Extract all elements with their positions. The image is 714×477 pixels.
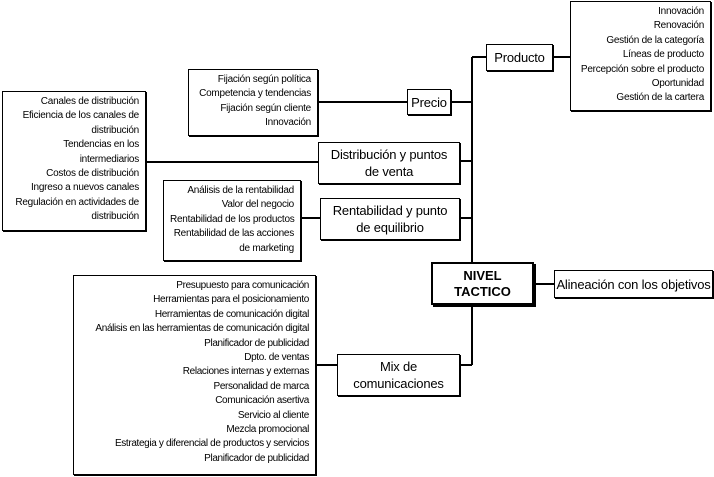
list-item: Personalidad de marca <box>213 380 309 392</box>
list-item: Rentabilidad de las acciones <box>173 228 294 240</box>
list-item: Líneas de producto <box>622 49 704 61</box>
rentabilidad-line-2: de equilibrio <box>356 220 424 235</box>
rentabilidad-node <box>320 198 460 240</box>
list-item: Competencia y tendencias <box>199 88 311 100</box>
list-item: Costos de distribución <box>46 168 139 180</box>
list-item: Planificador de publicidad <box>204 337 309 349</box>
list-item: Oportunidad <box>651 78 704 90</box>
list-item: Renovación <box>653 20 704 32</box>
list-item: Fijación según política <box>217 74 311 85</box>
list-item: Regulación en actividades de <box>15 196 139 208</box>
list-item: Fijación según cliente <box>220 102 311 114</box>
distribucion-line-2: de venta <box>364 164 414 179</box>
list-item: Análisis en las herramientas de comunicación digital <box>95 323 309 335</box>
list-item: Estrategia y diferencial de productos y servicios <box>114 438 309 450</box>
precio-node <box>407 89 451 115</box>
list-item: intermediarios <box>79 153 139 165</box>
producto-list <box>570 1 711 111</box>
list-item: distribución <box>91 124 139 136</box>
list-item: Eficiencia de los canales de <box>22 110 139 122</box>
center-line-2: TACTICO <box>454 283 511 299</box>
list-item: Servicio al cliente <box>237 409 309 421</box>
list-item: distribución <box>91 211 139 223</box>
distribucion-line-1: Distribución y puntos <box>330 147 448 162</box>
mix-line-2: comunicaciones <box>353 376 444 391</box>
alineacion-label: Alineación con los objetivos <box>556 276 711 292</box>
list-item: Rentabilidad de los productos <box>170 213 295 225</box>
distribucion-list <box>2 91 146 231</box>
list-item: Relaciones internas y externas <box>182 366 309 378</box>
mix-line-1: Mix de <box>379 359 418 374</box>
list-item: Análisis de la rentabilidad <box>187 185 294 196</box>
list-item: Planificador de publicidad <box>204 452 309 464</box>
center-line-1: NIVEL <box>463 267 502 283</box>
list-item: Presupuesto para comunicación <box>176 280 309 291</box>
list-item: Mezcla promocional <box>226 424 309 436</box>
producto-node <box>486 44 553 71</box>
list-item: Tendencias en los <box>63 139 139 151</box>
rentabilidad-line-1: Rentabilidad y punto <box>332 203 448 218</box>
distribucion-node <box>318 142 460 184</box>
alineacion-node <box>554 270 713 298</box>
list-item: Innovación <box>265 117 311 129</box>
list-item: Ingreso a nuevos canales <box>31 182 139 194</box>
producto-label: Producto <box>494 50 545 65</box>
mix-node <box>337 354 460 396</box>
precio-label: Precio <box>411 94 447 110</box>
list-item: Percepción sobre el producto <box>580 63 704 75</box>
list-item: de marketing <box>239 242 294 254</box>
center-node <box>431 262 534 305</box>
list-item: Comunicación asertiva <box>215 395 309 407</box>
list-item: Herramientas de comunicación digital <box>154 308 309 320</box>
list-item: Innovación <box>658 6 704 17</box>
list-item: Valor del negocio <box>221 199 294 211</box>
rentabilidad-list <box>163 180 301 261</box>
list-item: Dpto. de ventas <box>244 352 309 364</box>
mix-list <box>73 275 316 475</box>
precio-list <box>188 69 318 136</box>
list-item: Canales de distribución <box>40 96 139 107</box>
list-item: Gestión de la categoría <box>606 34 704 46</box>
list-item: Gestión de la cartera <box>616 92 704 104</box>
list-item: Herramientas para el posicionamiento <box>153 294 309 306</box>
